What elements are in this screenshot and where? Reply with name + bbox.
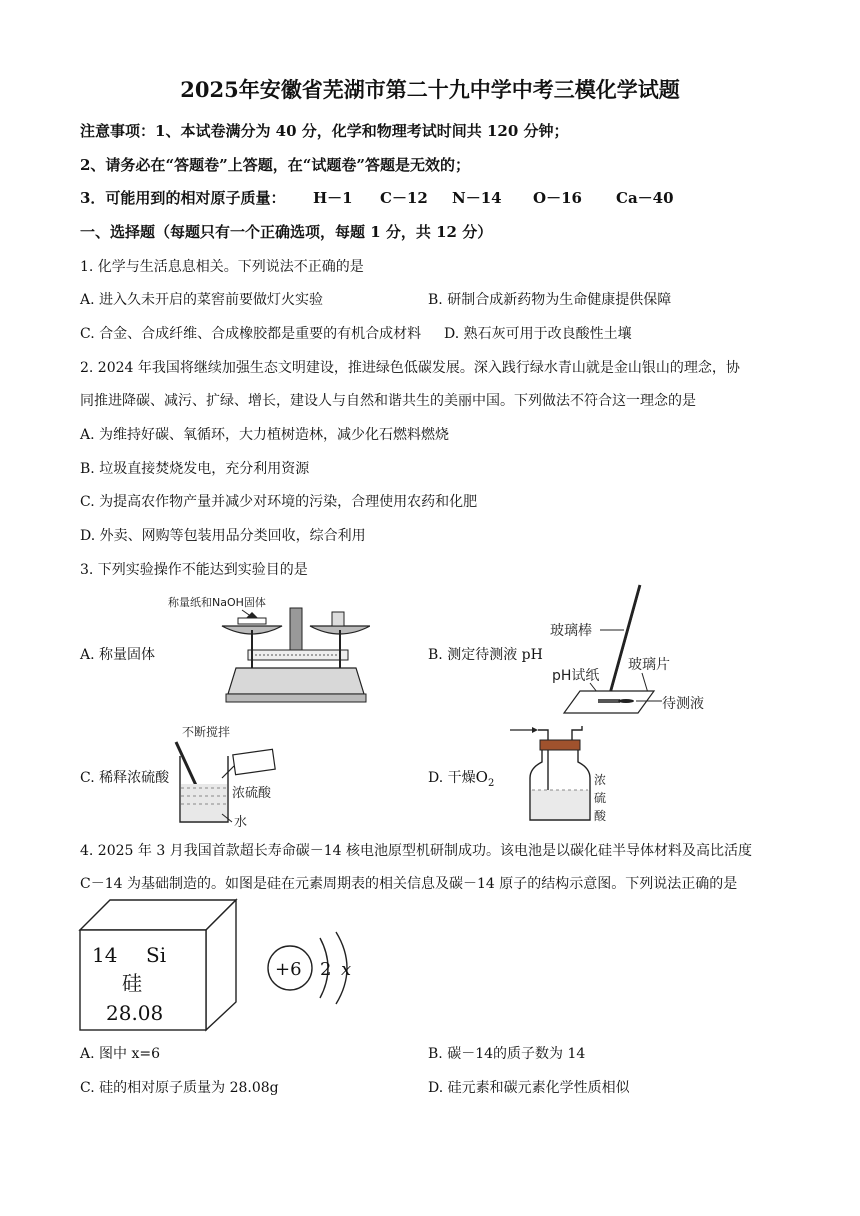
naoh-solid bbox=[246, 612, 258, 618]
note-2: 2、请务必在“答题卷”上答题，在“试题卷”答题是无效的； bbox=[80, 156, 470, 174]
q2-stem-line-1: 2. 2024 年我国将继续加强生态文明建设，推进绿色低碳发展。深入践行绿水青山就是金山银山的理念，协 bbox=[80, 360, 740, 376]
weight bbox=[332, 612, 344, 626]
q3-stem: 3. 下列实验操作不能达到实验目的是 bbox=[80, 562, 308, 578]
q1-option-d: D. 熟石灰可用于改良酸性土壤 bbox=[444, 326, 632, 342]
mass-ca: Ca－40 bbox=[616, 189, 674, 207]
oxygen-subscript: 2 bbox=[487, 777, 495, 789]
glass-slide-label: 玻璃片 bbox=[628, 657, 670, 673]
acid-label: 浓硫酸 bbox=[232, 786, 272, 801]
acid-char-3: 酸 bbox=[594, 809, 607, 823]
q3-option-d-label: D. 干燥 bbox=[428, 770, 476, 786]
dilution-figure bbox=[170, 722, 290, 830]
acid-bottle bbox=[233, 749, 275, 774]
gas-drying-figure bbox=[508, 722, 618, 828]
glass-rod-highlight bbox=[610, 585, 642, 701]
balance-foot bbox=[226, 694, 366, 702]
note-1: 注意事项：1、本试卷满分为 40 分，化学和物理考试时间共 120 分钟； bbox=[80, 122, 569, 140]
q1-option-c: C. 合金、合成纤维、合成橡胶都是重要的有机合成材料 bbox=[80, 326, 422, 342]
beaker-liquid bbox=[181, 784, 227, 821]
rod-label: 玻璃棒 bbox=[550, 623, 592, 639]
note-3-head: 3．可能用到的相对原子质量： bbox=[80, 189, 286, 207]
weighing-paper bbox=[238, 618, 266, 624]
atomic-number: 14 bbox=[92, 943, 118, 967]
q3-option-b: B. 测定待测液 pH bbox=[428, 647, 543, 663]
acid-char-1: 浓 bbox=[594, 773, 607, 787]
q1-option-b: B. 研制合成新药物为生命健康提供保障 bbox=[428, 292, 672, 308]
q3-option-d bbox=[428, 767, 494, 789]
outer-shell-electrons: x bbox=[341, 959, 352, 980]
mass-h: H－1 bbox=[313, 189, 353, 207]
ph-paper-label: pH试纸 bbox=[552, 668, 600, 684]
ph-paper bbox=[598, 699, 620, 703]
page-title: 2025年安徽省芜湖市第二十九中学中考三模化学试题 bbox=[180, 77, 680, 102]
q2-option-b: B. 垃圾直接焚烧发电，充分利用资源 bbox=[80, 461, 310, 477]
ph-test-figure bbox=[540, 583, 720, 718]
q2-option-c: C. 为提高农作物产量并减少对环境的污染，合理使用农药和化肥 bbox=[80, 494, 478, 510]
q4-option-a: A. 图中 x=6 bbox=[80, 1046, 160, 1062]
q4-stem-line-1: 4. 2025 年 3 月我国首款超长寿命碳－14 核电池原型机研制成功。该电池是以碳化硅半导体材料及高比活度 bbox=[80, 843, 752, 859]
gas-inlet-arrowhead bbox=[532, 727, 538, 733]
balance-base bbox=[228, 668, 364, 694]
test-liquid-drop bbox=[618, 699, 634, 703]
element-symbol: Si bbox=[146, 943, 167, 967]
element-name: 硅 bbox=[122, 971, 142, 995]
carbon-atom-diagram bbox=[262, 930, 362, 1006]
mass-c: C－12 bbox=[380, 189, 428, 207]
q4-stem-line-2: C－14 为基础制造的。如图是硅在元素周期表的相关信息及碳－14 原子的结构示意图。下列说法正确的是 bbox=[80, 876, 738, 892]
balance-figure bbox=[160, 590, 370, 710]
q2-stem-line-2: 同推进降碳、减污、扩绿、增长，建设人与自然和谐共生的美丽中国。下列做法不符合这一理念的是 bbox=[80, 393, 696, 409]
acid-char-2: 硫 bbox=[594, 791, 607, 805]
q2-option-a: A. 为维持好碳、氧循环，大力植树造林，减少化石燃料燃烧 bbox=[80, 427, 450, 443]
nuclear-charge: +6 bbox=[275, 959, 302, 980]
bottle-liquid bbox=[531, 790, 589, 819]
mass-n: N－14 bbox=[452, 189, 502, 207]
inner-shell-electrons: 2 bbox=[320, 959, 332, 980]
oxygen-formula: O bbox=[475, 768, 488, 786]
q3-option-a: A. 称量固体 bbox=[80, 647, 156, 663]
silicon-element-card bbox=[78, 898, 238, 1033]
stopper bbox=[540, 740, 580, 750]
section-heading: 一、选择题（每题只有一个正确选项，每题 1 分，共 12 分） bbox=[80, 223, 493, 241]
test-liquid-label: 待测液 bbox=[662, 696, 704, 712]
q4-option-b: B. 碳－14的质子数为 14 bbox=[428, 1046, 586, 1062]
stir-label: 不断搅拌 bbox=[182, 725, 231, 739]
balance-label: 称量纸和NaOH固体 bbox=[168, 596, 266, 609]
q1-option-a: A. 进入久未开启的菜窖前要做灯火实验 bbox=[80, 292, 324, 308]
atomic-mass: 28.08 bbox=[106, 1001, 164, 1025]
q4-option-c: C. 硅的相对原子质量为 28.08g bbox=[80, 1080, 279, 1096]
q1-stem: 1. 化学与生活息息相关。下列说法不正确的是 bbox=[80, 259, 364, 275]
q4-option-d: D. 硅元素和碳元素化学性质相似 bbox=[428, 1080, 630, 1096]
water-label: 水 bbox=[234, 815, 248, 830]
q3-option-c: C. 稀释浓硫酸 bbox=[80, 770, 170, 786]
mass-o: O－16 bbox=[533, 189, 582, 207]
glass-rod bbox=[608, 585, 640, 701]
glass-slide-leader bbox=[642, 673, 648, 693]
q2-option-d: D. 外卖、网购等包装用品分类回收，综合利用 bbox=[80, 528, 366, 544]
